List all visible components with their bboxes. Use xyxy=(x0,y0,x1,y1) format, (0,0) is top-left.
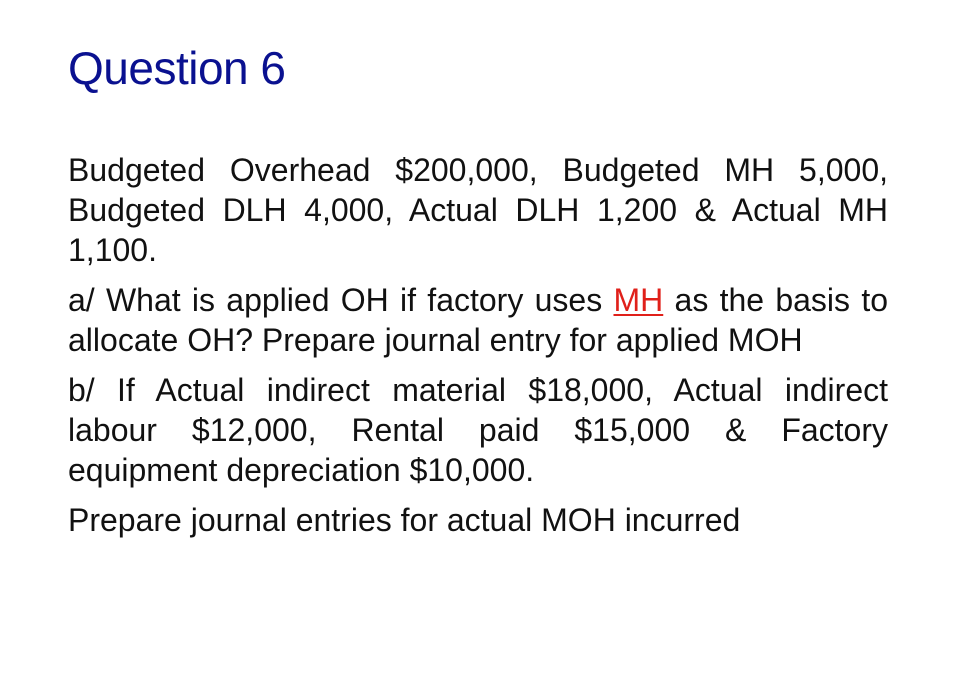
question-body xyxy=(68,150,888,550)
mh-highlight: MH xyxy=(613,282,664,318)
question-title: Question 6 xyxy=(68,42,286,94)
given-data-paragraph: Budgeted Overhead $200,000, Budgeted MH 5,000, Budgeted DLH 4,000, Actual DLH 1,200 & Actual MH 1,100. xyxy=(68,152,888,268)
part-a-text-start: a/ What is applied OH if factory uses xyxy=(68,282,614,318)
part-a-text-end: as the basis to allocate OH? Prepare journal entry for applied MOH xyxy=(68,282,889,358)
part-a-paragraph xyxy=(68,280,888,360)
part-b-paragraph: b/ If Actual indirect material $18,000, Actual indirect labour $12,000, Rental paid $15,000 & Factory equipment depreciation $10,000. xyxy=(68,372,888,488)
instruction-paragraph: Prepare journal entries for actual MOH incurred xyxy=(68,502,741,538)
